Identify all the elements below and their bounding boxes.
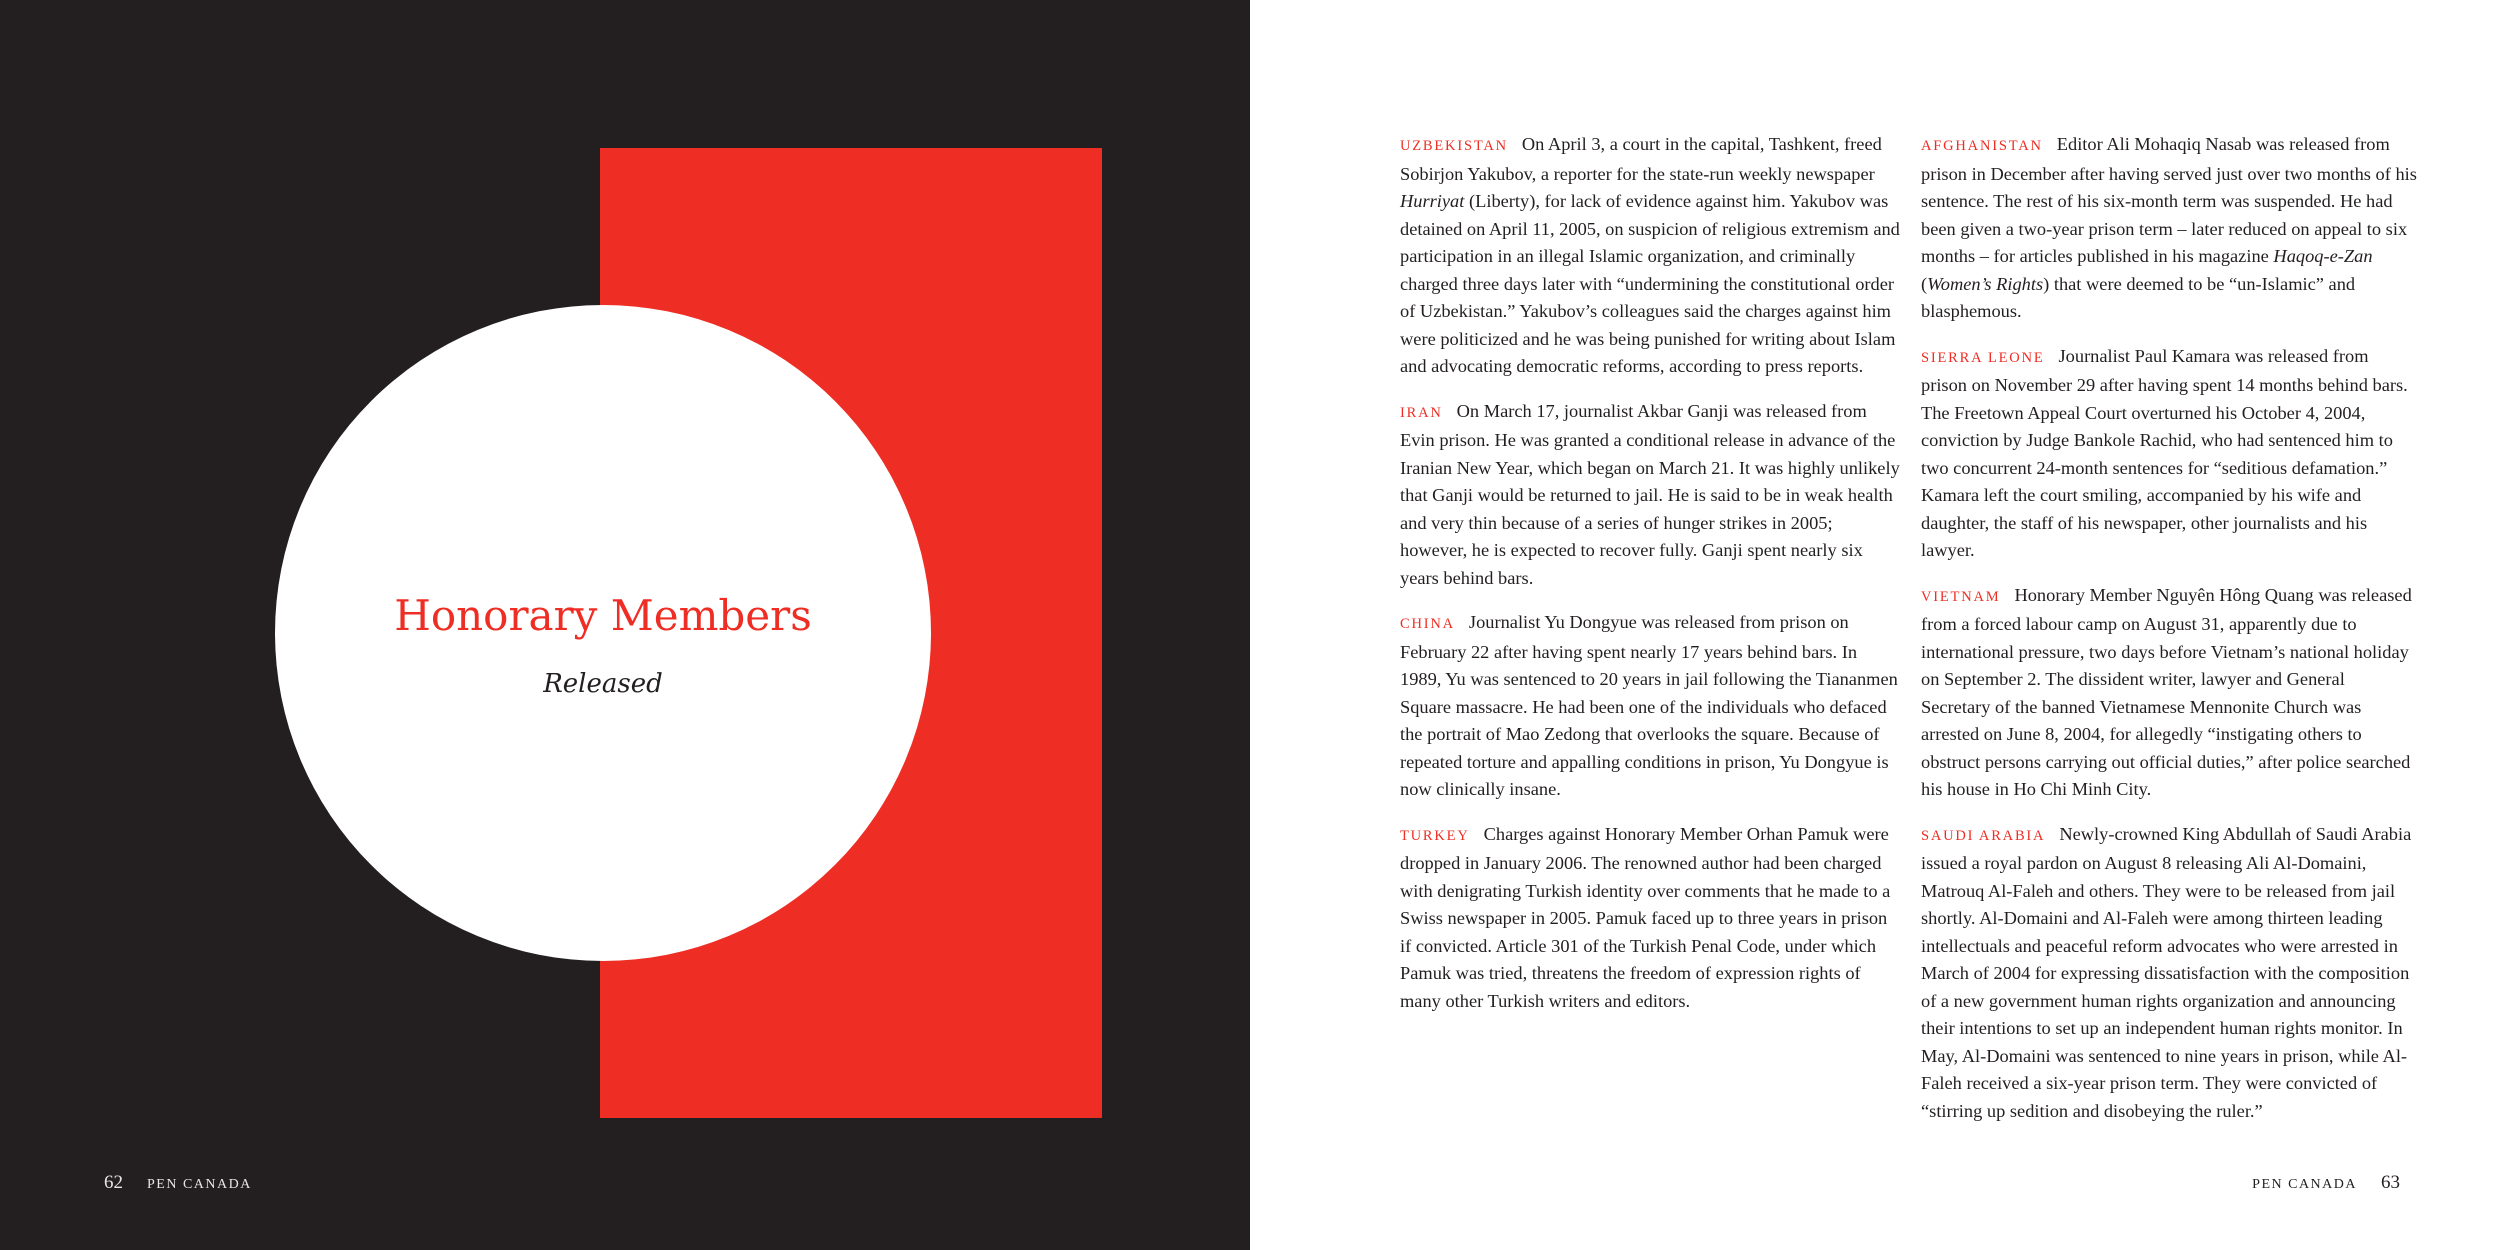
right-running-footer: PEN CANADA — [2252, 1177, 2357, 1192]
country-label: VIETNAM — [1921, 588, 2001, 605]
white-circle-graphic — [275, 305, 931, 961]
entry-vietnam — [1921, 582, 2417, 804]
section-subtitle: Released — [543, 669, 663, 699]
entry-text: On March 17, journalist Akbar Ganji was released from Evin prison. He was granted a conditional release in advance of the Iranian New Year, which began on March 21. It was highly unlikely that Ganji would be returned to jail. He is said to be in weak health and very thin because of a series of hunger strikes in 2005; however, he is expected to recover fully. Ganji spent nearly six years behind bars. — [1400, 400, 1900, 588]
country-label: TURKEY — [1400, 827, 1470, 844]
publication-title-english: Women’s Rights — [1927, 273, 2044, 294]
country-label: SAUDI ARABIA — [1921, 827, 2046, 844]
entry-uzbekistan — [1400, 131, 1900, 381]
entry-sierra-leone — [1921, 343, 2417, 565]
entry-turkey — [1400, 821, 1900, 1016]
entry-text: Editor Ali Mohaqiq Nasab was released from prison in December after having served just over two months of his sentence. The rest of his six-month term was suspended. He had been given a two-year prison term – later reduced on appeal to six months – for articles published in his magazine — [1921, 134, 2417, 266]
publication-title: Haqoq-e-Zan — [2273, 246, 2373, 266]
entry-text: Newly-crowned King Abdullah of Saudi Arabia issued a royal pardon on August 8 releasing Ali Al-Domaini, Matrouq Al-Faleh and others. They were to be released from jail shortly. Al-Domaini and Al-Faleh were among thirteen leading intellectuals and peaceful reform advocates who were arrested in March of 2004 for expressing dissatisfaction with the composition of a new government human rights organization and announcing their intentions to set up an independent human rights monitor. In May, Al-Domaini was sentenced to nine years in prison, while Al-Faleh received a six-year prison term. They were convicted of “stirring up sedition and disobeying the ruler.” — [1921, 823, 2412, 1121]
entry-text: On April 3, a court in the capital, Tashkent, freed Sobirjon Yakubov, a reporter for the state-run weekly newspaper — [1400, 134, 1882, 184]
entry-text: ( — [1921, 273, 1928, 294]
entry-text: Journalist Paul Kamara was released from prison on November 29 after having spent 14 months behind bars. The Freetown Appeal Court overturned his October 4, 2004, conviction by Judge Bankole Rachid, who had sentenced him to two concurrent 24-month sentences for “seditious defamation.” Kamara left the court smiling, accompanied by his wife and daughter, the staff of his newspaper, other journalists and his lawyer. — [1921, 345, 2408, 560]
section-title: Honorary Members — [394, 591, 812, 640]
text-column-right — [1921, 131, 2417, 1142]
country-label: SIERRA LEONE — [1921, 349, 2045, 366]
entry-text: Honorary Member Nguyên Hông Quang was released from a forced labour camp on August 31, apparently due to international pressure, two days before Vietnam’s national holiday on September 2. The dissident writer, lawyer and General Secretary of the banned Vietnamese Mennonite Church was arrested on June 8, 2004, for allegedly “instigating others to obstruct persons carrying out official duties,” after police searched his house in Ho Chi Minh City. — [1921, 584, 2412, 799]
entry-afghanistan — [1921, 131, 2417, 326]
text-column-left — [1400, 131, 1900, 1032]
entry-text: (Liberty), for lack of evidence against him. Yakubov was detained on April 11, 2005, on suspicion of religious extremism and participation in an illegal Islamic organization, and criminally charged three days later with “undermining the constitutional order of Uzbekistan.” Yakubov’s colleagues said the charges against him were politicized and he was being punished for writing about Islam and advocating democratic reforms, according to press reports. — [1400, 191, 1900, 376]
country-label: CHINA — [1400, 616, 1455, 632]
country-label: UZBEKISTAN — [1400, 138, 1508, 154]
publication-title: Hurriyat — [1400, 191, 1465, 211]
left-folio — [104, 1172, 252, 1194]
left-running-footer: PEN CANADA — [147, 1177, 252, 1192]
country-label: AFGHANISTAN — [1921, 138, 2043, 154]
entry-iran — [1400, 398, 1900, 593]
entry-saudi-arabia — [1921, 821, 2417, 1126]
entry-text: Charges against Honorary Member Orhan Pamuk were dropped in January 2006. The renowned author had been charged with denigrating Turkish identity over comments that he made to a Swiss newspaper in 2005. Pamuk faced up to three years in prison if convicted. Article 301 of the Turkish Penal Code, under which Pamuk was tried, threatens the freedom of expression rights of many other Turkish writers and editors. — [1400, 823, 1891, 1011]
country-label: IRAN — [1400, 404, 1443, 421]
entry-text: ) that were deemed to be “un-Islamic” and blasphemous. — [1921, 273, 2356, 321]
right-folio — [2252, 1172, 2400, 1194]
entry-text: Journalist Yu Dongyue was released from prison on February 22 after having spent nearly 17 years behind bars. In 1989, Yu was sentenced to 20 years in jail following the Tiananmen Square massacre. He had been one of the individuals who defaced the portrait of Mao Zedong that overlooks the square. Because of repeated torture and appalling conditions in prison, Yu Dongyue is now clinically insane. — [1400, 612, 1898, 799]
left-page-number: 62 — [104, 1172, 123, 1193]
right-page-number: 63 — [2381, 1172, 2400, 1193]
entry-china — [1400, 609, 1900, 804]
